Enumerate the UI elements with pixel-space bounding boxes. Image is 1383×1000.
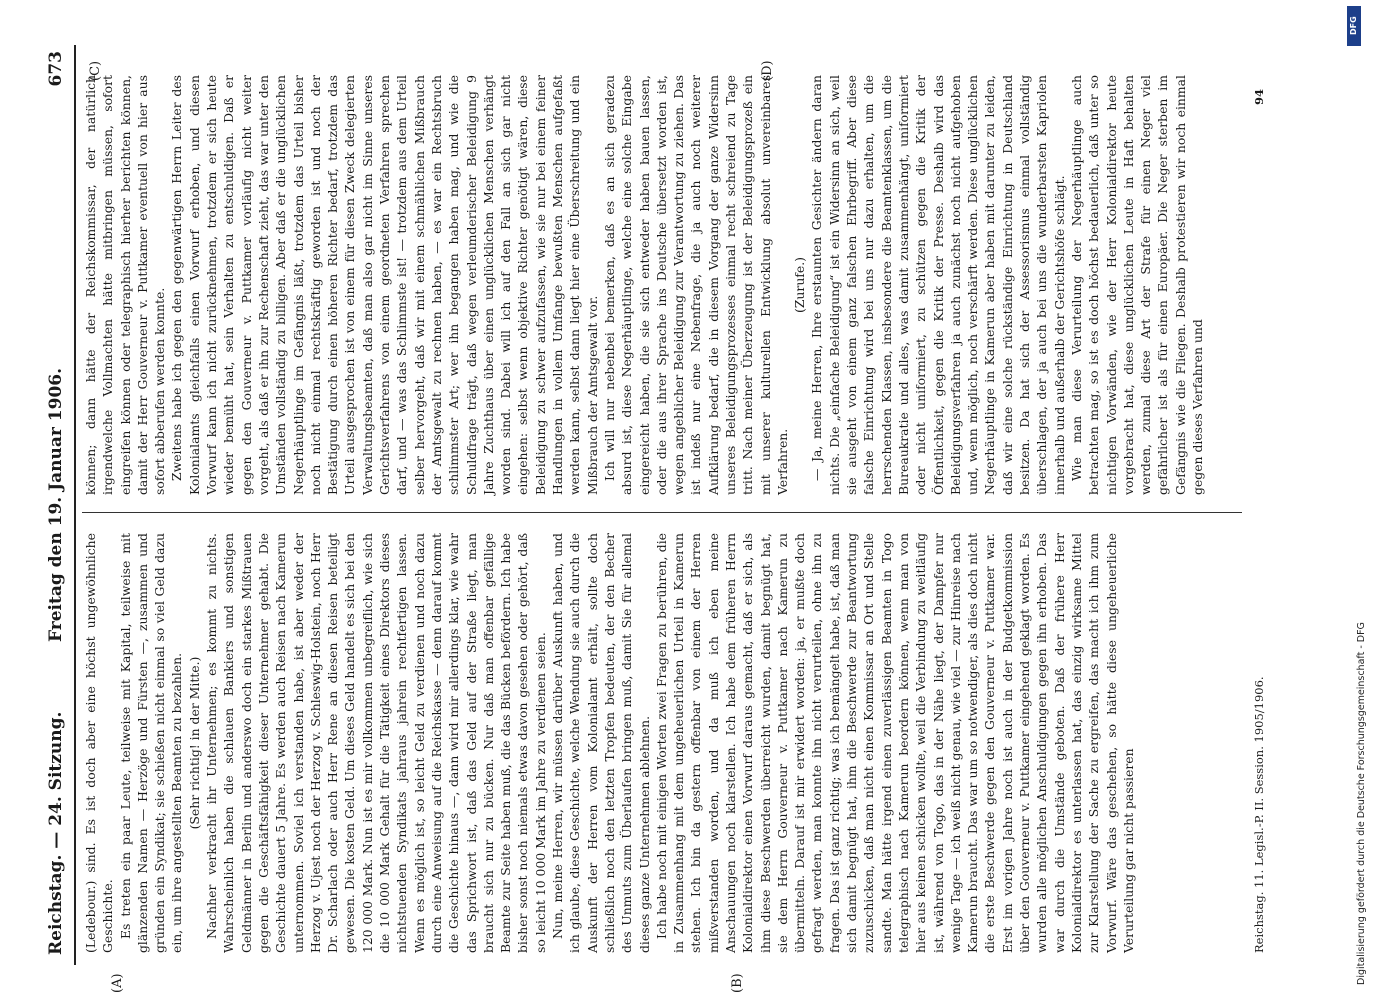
paragraph: Ich will nur nebenbei bemerken, daß es an sich geradezu absurd ist, diese Negerhäuptlinge, welche eine solche Eingabe eingereicht haben, die sie sich entweder haben bauen lassen, oder die aus ihrer Sprache ins Deutsche übersetzt worden ist, wegen angeblicher Beleidigung zur Verantwortung zu ziehen. Das ist indeß nur eine Nebenfrage, die ja auch noch weiterer Aufklärung bedarf, die in diesem Vorgang der ganze Widersinn unseres Beleidigungsprozesses einmal recht schreiend zu Tage tritt. Nach meiner Überzeugung ist der Beleidigungsprozeß ein mit unserer kulturellen Entwicklung absolut unvereinbares Verfahren.	[601, 75, 790, 495]
paragraph: Nun, meine Herren, wir müssen darüber Auskunft haben, und ich glaube, diese Geschichte, welche Wendung sie auch durch die Auskunft der Herren vom Kolonialamt erhält, sollte doch schließlich noch den letzten Tropfen bedeuten, der den Becher des Unmuts zum Überlaufen bringen muß, damit Sie für allemal dieses ganze Unternehmen ablehnen.	[550, 533, 652, 953]
paragraph: Ich habe noch mit einigen Worten zwei Fragen zu berühren, die in Zusammenhang mit dem ungeheuerlichen Urteil in Kamerun stehen. Ich bin da gestern offenbar von einem der Herren mißverstanden worden, und da muß ich eben meine Anschauungen noch klarstellen. Ich habe dem früheren Herrn Kolonialdirektor einen Vorwurf daraus gemacht, daß er sich, als ihm diese Beschwerden überreicht wurden, damit begnügt hat, sie dem Herrn Gouverneur v. Puttkamer nach Kamerun zu übermitteln. Darauf ist mir erwidert worden: ja, er mußte doch gefragt werden, man konnte ihn nicht verurteilen, ohne ihn zu fragen. Das ist ganz richtig; was ich bemängelt habe, ist, daß man sich damit begnügt hat, ihm die Beschwerde zur Beantwortung zuzuschicken, daß man nicht einen Kommissar an Ort und Stelle sandte. Man hätte irgend einen zuverlässigen Beamten in Togo telegraphisch nach Kamerun beordern können, wenn man von hier aus keinen schicken wollte, weil die Verbindung zu weitläufig ist, während von Togo, das in der Nähe liegt, der Dampfer nur wenige Tage — ich weiß nicht genau, wie viel — zur Hinreise nach Kamerun braucht. Das war um so notwendiger, als dies doch nicht die erste Beschwerde gegen den Gouverneur v. Puttkamer war. Erst im vorigen Jahre noch ist auch in der Budgetkommission über den Gouverneur v. Puttkamer eingehend geklagt worden. Es wurden alle möglichen Anschuldigungen gegen ihn erhoben. Das war durch die Umstände geboten. Daß der frühere Herr Kolonialdirektor es unterlassen hat, das einzig wirksame Mittel zur Klarstellung der Sache zu ergreifen, das macht ich ihm zum Vorwurf. Wäre das geschehen, so hätte diese ungeheuerliche Verurteilung gar nicht passieren	[653, 533, 1136, 953]
column-divider	[82, 512, 1242, 513]
margin-mark-a: (A)	[110, 973, 125, 993]
paragraph: Wie man diese Verurteilung der Negerhäuptlinge auch betrachten mag, so ist es doch höchst bedauerlich, daß unter so nichtigen Vorwänden, wie der Herr Kolonialdirektor heute vorgebracht hat, diese unglücklichen Leute in Haft behalten werden, zumal diese Art der Strafe für einen Neger viel gefährlicher ist als für einen Europäer. Die Neger sterben im Gefängnis wie die Fliegen. Deshalb protestieren wir noch einmal gegen dieses Verfahren und	[1068, 75, 1205, 495]
running-header	[40, 45, 76, 965]
paragraph: Es treten ein paar Leute, teilweise mit Kapital, teilweise mit glänzenden Namen — Herzöge und Fürsten —, zusammen und gründen ein Syndikat; sie schießen nicht einmal so viel Geld dazu ein, um ihre angestellten Beamten zu bezahlen.	[117, 533, 185, 953]
paragraph: können; dann hätte der Reichskommissar, der natürlich irgendwelche Vollmachten hätte mitbringen müssen, sofort eingreifen können oder telegraphisch hierher berichten können, damit der Herr Gouverneur v. Puttkamer eventuell von hier aus sofort abberufen werden konnte.	[83, 75, 168, 495]
dfg-logo: DFG	[1347, 6, 1361, 46]
interjection: (Sehr richtig! in der Mitte.)	[186, 656, 202, 830]
footer-signature: 94	[1252, 88, 1266, 105]
rotated-document-page	[40, 45, 1340, 993]
paragraph: — Ja, meine Herren, Ihre erstaunten Gesichter ändern daran nichts. Die „einfache Beleidigung“ ist ein Widersinn an sich, weil sie ausgeht von einem ganz falschen Ehrbegriff. Aber diese falsche Einrichtung wird bei uns nur dazu erhalten, um die herrschenden Klassen, insbesondere die Beamtenklassen, um die Bureaukratie und alles, was damit zusammenhängt, uniformiert oder nicht uniformiert, zu schützen gegen die Kritik der Öffentlichkeit, gegen die Kritik der Presse. Deshalb wird das Beleidigungsverfahren ja auch zunächst noch nicht aufgehoben und, wenn möglich, noch verschärft werden. Diese unglücklichen Negerhäuptlinge in Kamerun aber haben mit darunter zu leiden, daß wir eine solche rückständige Einrichtung in Deutschland besitzen. Da hat sich der Assessorismus einmal vollständig überschlagen, der ja auch bei uns die wunderbarsten Kapriolen innerhalb und außerhalb der Gerichtshöfe schlägt.	[809, 75, 1067, 495]
interjection: (Zurufe.)	[792, 256, 808, 314]
paragraph: (Ledebour.) sind. Es ist doch aber eine höchst ungewöhnliche Geschichte.	[83, 533, 116, 953]
paragraph: Nachher verkracht ihr Unternehmen; es kommt zu nichts. Wahrscheinlich haben die schlauen Bankiers und sonstigen Geldmänner in Berlin und anderswo doch ein starkes Mißtrauen gegen die Geschäftsfähigkeit dieser Unternehmer gehabt. Die Geschichte dauert 5 Jahre. Es werden auch Reisen nach Kamerun unternommen. Soviel ich verstanden habe, ist aber weder der Herzog v. Ujest noch der Herzog v. Schleswig-Holstein, noch Herr Dr. Scharlach oder auch Herr Rene an diesen Reisen beteiligt gewesen. Die kosten Geld. Um dieses Geld handelt es sich bei den 120 000 Mark. Nun ist es mir vollkommen unbegreiflich, wie sich die 10 000 Mark Gehalt für die Tätigkeit eines Direktors dieses nichtstuenden Syndikats jahraus jahrein rechtfertigen lassen. Wenn es möglich ist, so leicht Geld zu verdienen und noch dazu durch eine Anweisung auf die Reichskasse — denn darauf kommt die Geschichte hinaus —, dann wird mir allerdings klar, wie wahr das Sprichwort ist, daß das Geld auf der Straße liegt, man braucht sich nur zu bücken. Nur daß man offenbar gefällige Beamte zur Seite haben muß, die das Bücken befördern. Ich habe bisher sonst noch niemals etwas davon gesehen oder gehört, daß so leicht 10 000 Mark im Jahre zu verdienen seien.	[204, 533, 548, 953]
digitization-note: Digitalisierung gefördert durch die Deutsche Forschungsgemeinschaft - DFG	[1356, 622, 1367, 985]
paragraph: Zweitens habe ich gegen den gegenwärtigen Herrn Leiter des Kolonialamts gleichfalls einen Vorwurf erhoben, und diesen Vorwurf kann ich nicht zurücknehmen, trotzdem er sich heute wieder bemüht hat, sein Verhalten zu entschuldigen. Daß er gegen den Gouverneur v. Puttkamer vorläufig nicht weiter vorgeht, als daß er ihn zur Rechenschaft zieht, das war unter den Umständen vollständig zu billigen. Aber daß er die unglücklichen Negerhäuptlinge im Gefängnis läßt, trotzdem das Urteil bisher noch nicht einmal rechtskräftig geworden ist und noch der Bestätigung durch einen höheren Richter bedarf, trotzdem das Urteil ausgesprochen ist von einem für diesen Zweck delegierten Verwaltungsbeamten, daß man also gar nicht im Sinne unseres Gerichtsverfahrens von einem geordneten Verfahren sprechen darf, und — was das Schlimmste ist! — trotzdem aus dem Urteil selber hervorgeht, daß wir mit einem schmählichen Mißbrauch der Amtsgewalt zu rechnen haben, — es war ein Rechtsbruch schlimmster Art; wer ihn begangen haben mag, und wie die Schuldfrage trägt, daß wegen verleumderischer Beleidigung 9 Jahre Zuchthaus über einen unglücklichen Menschen verhängt worden sind. Dabei will ich auf den Fall an sich gar nicht eingehen: selbst wenn objektive Richter genötigt wären, diese Beleidigung zu schwer aufzufassen, wie sie nur bei einem feiner Handlungen in vollem Umfange bewußten Menschen aufgefaßt werden kann, selbst dann liegt hier eine Überschreitung und ein Mißbrauch der Amtsgewalt vor.	[169, 75, 600, 495]
margin-mark-c: (C)	[88, 60, 103, 81]
right-column	[82, 75, 1206, 495]
margin-mark-d: (D)	[760, 60, 775, 81]
page-number: 673	[46, 51, 66, 87]
header-date: Freitag den 19. Januar 1906.	[46, 367, 66, 643]
left-column	[82, 533, 1137, 953]
header-left: Reichstag. — 24. Sitzung.	[46, 711, 66, 955]
margin-mark-b: (B)	[730, 973, 745, 993]
footer-session: Reichstag. 11. Legisl.-P. II. Session. 1905/1906.	[1252, 676, 1266, 953]
